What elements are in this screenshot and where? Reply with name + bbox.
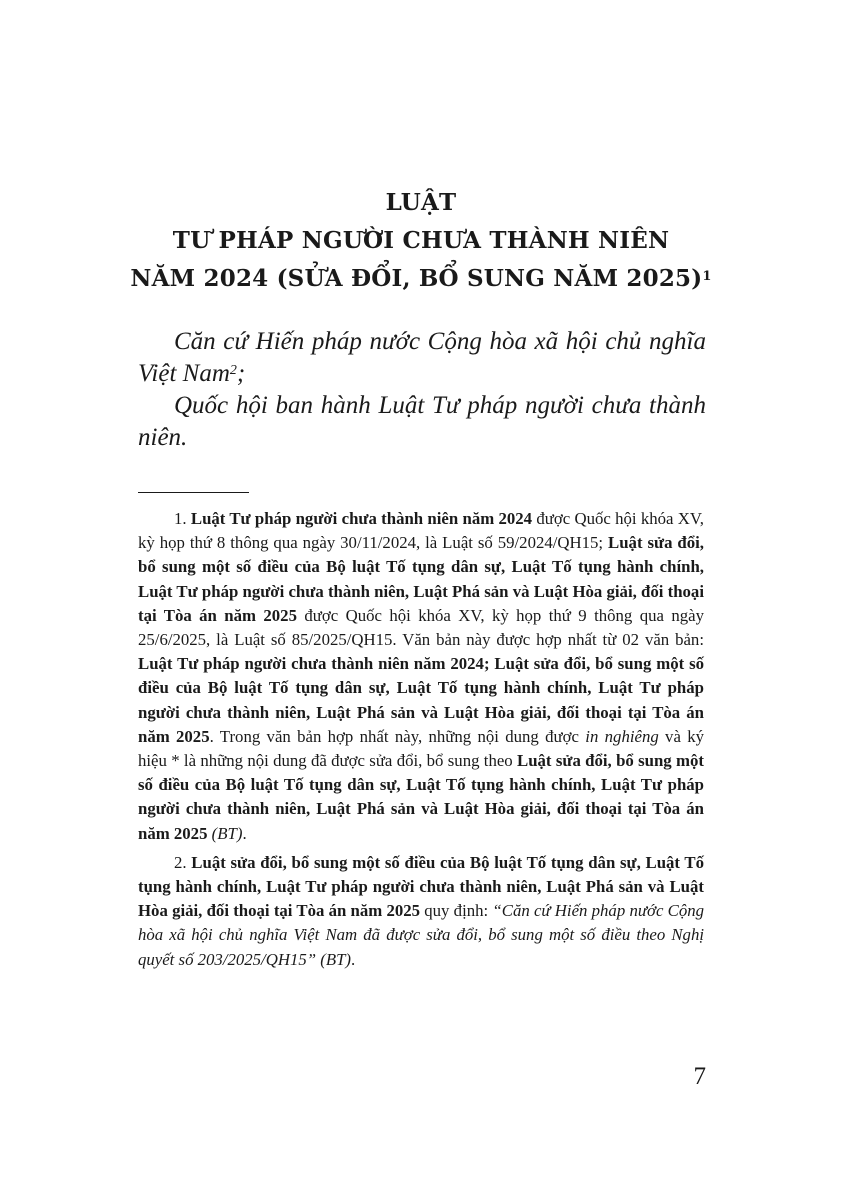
title-line-1-text: LUẬT: [385, 189, 457, 216]
fn1-end: .: [242, 823, 247, 843]
footnote-ref-1[interactable]: 1: [702, 269, 712, 284]
footnote-2: [138, 851, 704, 972]
fn1-number: 1.: [174, 509, 191, 528]
title-line-1: [0, 184, 842, 222]
preamble: [138, 326, 706, 454]
footnotes: [138, 507, 704, 972]
preamble-p2-text: Quốc hội ban hành Luật Tư pháp người chưa thành niên.: [138, 392, 706, 451]
page-number: 7: [693, 1063, 706, 1090]
fn2-bold-1: Luật sửa đổi, bổ sung một số điều của Bộ luật Tố tụng dân sự, Luật Tố tụng hành chính, Luật Tư pháp người chưa thành niên, Luật Phá sản và Luật Hòa giải, đối thoại tại Tòa án năm 2025: [138, 852, 704, 921]
fn1-bold-4: Luật sửa đổi, bổ sung một số điều của Bộ luật Tố tụng dân sự, Luật Tố tụng hành chính, Luật Tư pháp người chưa thành niên, Luật Phá sản và Luật Hòa giải, đối thoại tại Tòa án năm 2025: [138, 751, 704, 843]
footnote-1: [138, 507, 704, 846]
preamble-p1-end: ;: [236, 360, 246, 387]
preamble-p1-text: Căn cứ Hiến pháp nước Cộng hòa xã hội chủ nghĩa Việt Nam: [138, 328, 706, 387]
fn2-end: .: [351, 949, 356, 969]
fn1-bold-3: Luật Tư pháp người chưa thành niên năm 2024; Luật sửa đổi, bổ sung một số điều của Bộ luật Tố tụng dân sự, Luật Tố tụng hành chính, Luật Tư pháp người chưa thành niên, Luật Phá sản và Luật Hòa giải, đối thoại tại Tòa án năm 2025: [138, 654, 704, 746]
law-title: [0, 184, 842, 298]
title-line-3-text: NĂM 2024 (SỬA ĐỔI, BỔ SUNG NĂM 2025): [130, 265, 703, 292]
fn2-italic-1: “Căn cứ Hiến pháp nước Cộng hòa xã hội chủ nghĩa Việt Nam đã được sửa đổi, bổ sung một số điều theo Nghị quyết số 203/2025/QH15” (BT): [138, 901, 704, 969]
title-line-2-text: TƯ PHÁP NGƯỜI CHƯA THÀNH NIÊN: [172, 227, 670, 254]
preamble-paragraph-2: [138, 390, 706, 454]
footnote-separator: [138, 492, 249, 493]
fn1-italic-1: in nghiêng: [585, 726, 659, 746]
fn1-text-4: và ký hiệu * là những nội dung đã được sửa đổi, bổ sung theo: [138, 726, 705, 771]
fn1-text-1: được Quốc hội khóa XV, kỳ họp thứ 8 thông qua ngày 30/11/2024, là Luật số 59/2024/QH15;: [138, 509, 704, 553]
fn1-text-3: . Trong văn bản hợp nhất này, những nội dung được: [209, 726, 586, 746]
fn1-bold-1: Luật Tư pháp người chưa thành niên năm 2024: [190, 509, 533, 528]
fn1-italic-2: (BT): [211, 823, 243, 843]
title-line-2: [0, 222, 842, 260]
fn1-text-2: được Quốc hội khóa XV, kỳ họp thứ 9 thông qua ngày 25/6/2025, là Luật số 85/2025/QH15. Văn bản này được hợp nhất từ 02 văn bản:: [138, 605, 704, 650]
footnote-ref-2[interactable]: 2: [229, 363, 237, 378]
fn2-text-1: quy định:: [420, 901, 493, 921]
preamble-paragraph-1: [138, 326, 706, 390]
fn1-bold-2: Luật sửa đổi, bổ sung một số điều của Bộ luật Tố tụng dân sự, Luật Tố tụng hành chính, Luật Tư pháp người chưa thành niên, Luật Phá sản và Luật Hòa giải, đối thoại tại Tòa án năm 2025: [138, 533, 704, 625]
title-line-3: [0, 260, 842, 298]
fn2-number: 2.: [174, 852, 192, 872]
